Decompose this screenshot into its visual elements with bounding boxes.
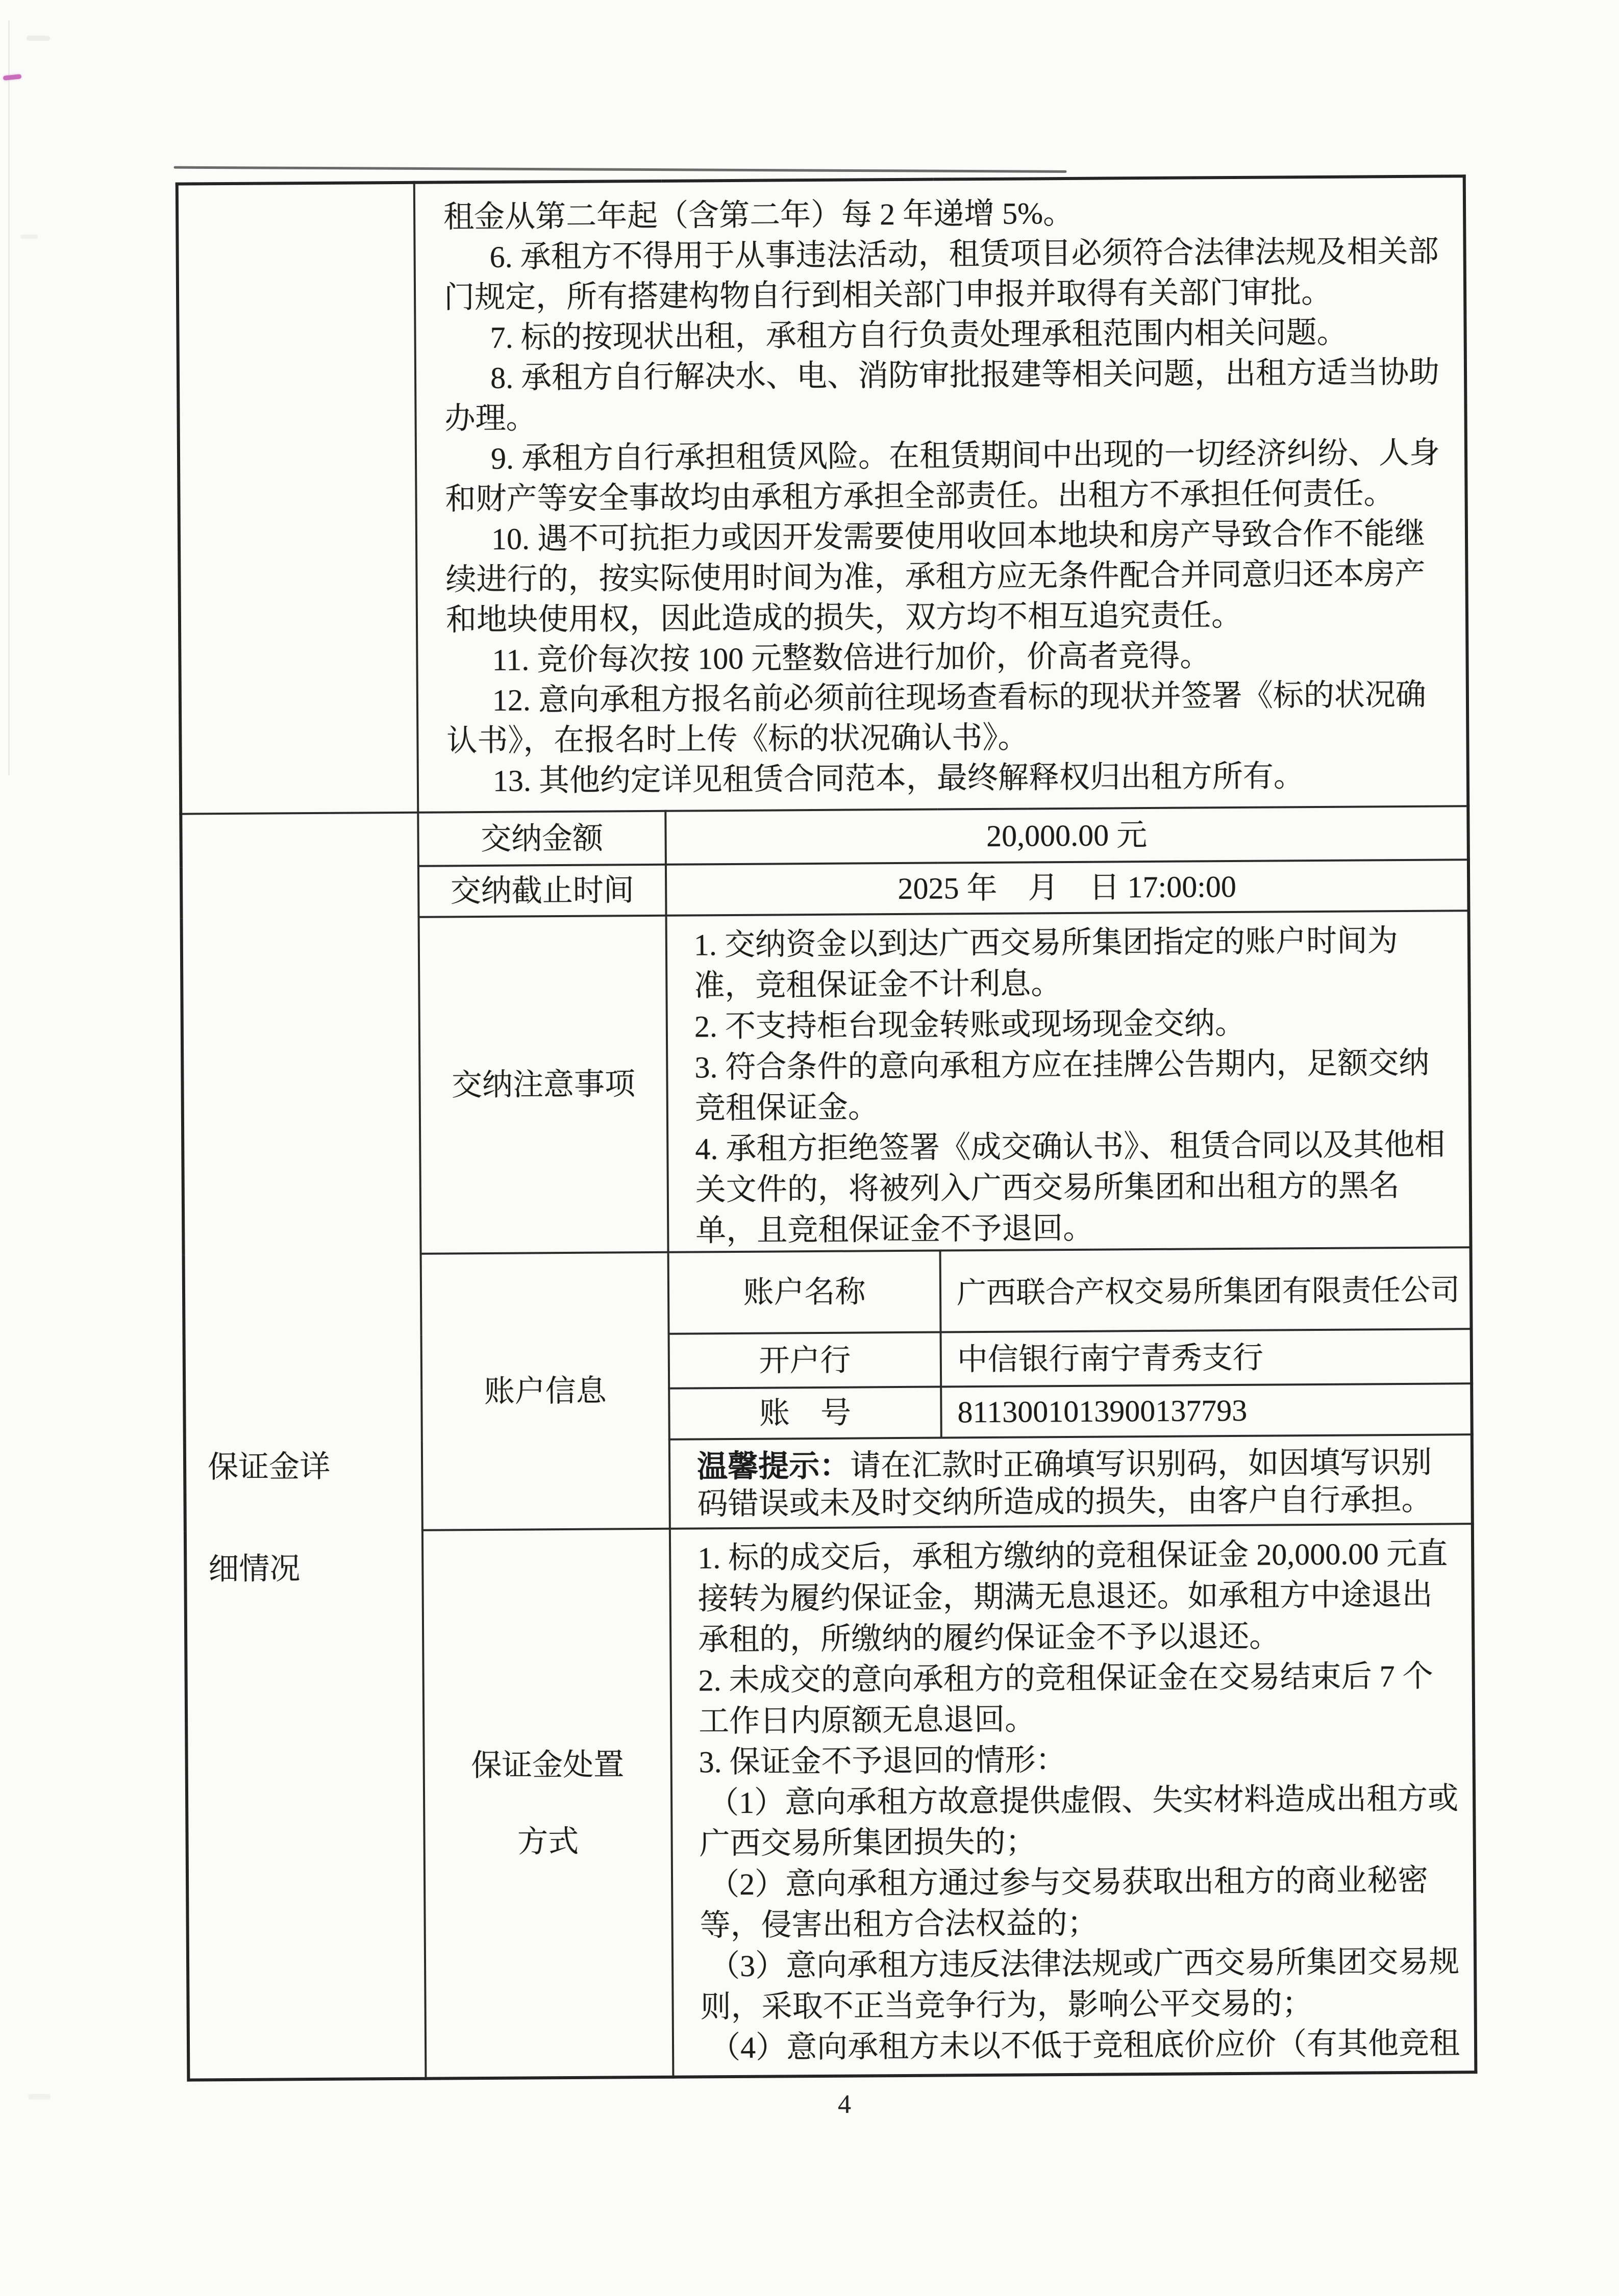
paragraph: 租金从第二年起（含第二年）每 2 年递增 5%。 — [443, 196, 1074, 234]
paragraph: 3. 符合条件的意向承租方应在挂牌公告期内，足额交纳竞租保证金。 — [694, 1046, 1430, 1125]
section-label: 保证金详细情况 — [207, 1449, 331, 1586]
paragraph: 2. 未成交的意向承租方的竞租保证金在交易结束后 7 个工作日内原额无息退回。 — [698, 1659, 1433, 1738]
paragraph: 2. 不支持柜台现金转账或现场现金交纳。 — [694, 1006, 1246, 1044]
paragraph: （3）意向承租方违反法律法规或广西交易所集团交易规则，采取不正当竞争行为，影响公平交易的； — [700, 1945, 1460, 2024]
disposal-text — [670, 1524, 1476, 2077]
table-row-amount — [181, 806, 1468, 867]
amount-label: 交纳金额 — [418, 811, 666, 866]
paragraph: 4. 承租方拒绝签署《成交确认书》、租赁合同以及其他相关文件的，将被列入广西交易所集团和出租方的黑名单，且竞租保证金不予退回。 — [695, 1127, 1446, 1248]
payment-notes-label: 交纳注意事项 — [419, 916, 668, 1254]
remittance-tip-text: 请在汇款时正确填写识别码，如因填写识别码错误或未及时交纳所造成的损失，由客户自行承担。 — [697, 1445, 1432, 1521]
paragraph: 10. 遇不可抗拒力或因开发需要使用收回本地块和房产导致合作不能继续进行的，按实际使用时间为准，承租方应无条件配合并同意归还本房产和地块使用权，因此造成的损失，双方均不相互追究责任。 — [445, 516, 1426, 637]
amount-value: 20,000.00 元 — [665, 806, 1468, 865]
account-name-label: 账户名称 — [668, 1251, 941, 1334]
disposal-label: 保证金处置方式 — [470, 1748, 625, 1859]
deadline-value: 2025 年 月 日 17:00:00 — [666, 860, 1469, 916]
account-number-value: 8113001013900137793 — [941, 1383, 1472, 1437]
deadline-label: 交纳截止时间 — [418, 865, 666, 917]
page-number: 4 — [838, 2090, 851, 2119]
paragraph: 1. 标的成交后，承租方缴纳的竞租保证金 20,000.00 元直接转为履约保证金，期满无息退还。如承租方中途退出承租的，所缴纳的履约保证金不予以退还。 — [698, 1536, 1448, 1657]
payment-notes-text — [666, 911, 1471, 1252]
paragraph: 13. 其他约定详见租赁合同范本，最终解释权归出租方所有。 — [492, 759, 1305, 798]
paragraph: 12. 意向承租方报名前必须前往现场查看标的现状并签署《标的状况确认书》，在报名时上传《标的状况确认书》。 — [446, 677, 1427, 758]
paragraph: 8. 承租方自行解决水、电、消防审批报建等相关问题，出租方适当协助办理。 — [444, 355, 1440, 436]
remittance-tip — [669, 1434, 1473, 1529]
bank-label: 开户行 — [669, 1332, 941, 1389]
table-row-terms-continuation — [177, 176, 1468, 814]
paragraph: （2）意向承租方通过参与交易获取出租方的商业秘密等，侵害出租方合法权益的； — [700, 1863, 1429, 1942]
empty-left-cell — [177, 183, 418, 814]
account-number-label: 账 号 — [669, 1387, 941, 1440]
paragraph: （4）意向承租方未以不低于竞租底价应价（有其他竞租 — [709, 2026, 1460, 2065]
paragraph: 7. 标的按现状出租，承租方自行负责处理承租范围内相关问题。 — [490, 315, 1348, 355]
paragraph: 1. 交纳资金以到达广西交易所集团指定的账户时间为准，竞租保证金不计利息。 — [693, 924, 1399, 1003]
bank-value: 中信银行南宁青秀支行 — [941, 1329, 1472, 1386]
paragraph: 6. 承租方不得用于从事违法活动，租赁项目必须符合法律法规及相关部门规定，所有搭建构物自行到相关部门申报并取得有关部门审批。 — [443, 234, 1439, 315]
disposal-label-cell — [422, 1529, 674, 2079]
section-label-cell — [181, 813, 426, 2080]
terms-continuation-text — [414, 176, 1468, 813]
deposit-details-table — [176, 174, 1478, 2081]
remittance-tip-lead: 温馨提示： — [696, 1449, 851, 1484]
scan-artifact-double-border-line — [174, 166, 1067, 173]
account-name-value: 广西联合产权交易所集团有限责任公司 — [940, 1247, 1472, 1332]
account-info-label: 账户信息 — [421, 1252, 670, 1530]
paragraph: （1）意向承租方故意提供虚假、失实材料造成出租方或广西交易所集团损失的； — [699, 1781, 1459, 1861]
paragraph: 9. 承租方自行承担租赁风险。在租赁期间中出现的一切经济纠纷、人身和财产等安全事故均由承租方承担全部责任。出租方不承担任何责任。 — [445, 436, 1440, 516]
paragraph: 3. 保证金不予退回的情形： — [699, 1743, 1066, 1779]
paragraph: 11. 竞价每次按 100 元整数倍进行加价，价高者竞得。 — [492, 639, 1211, 677]
